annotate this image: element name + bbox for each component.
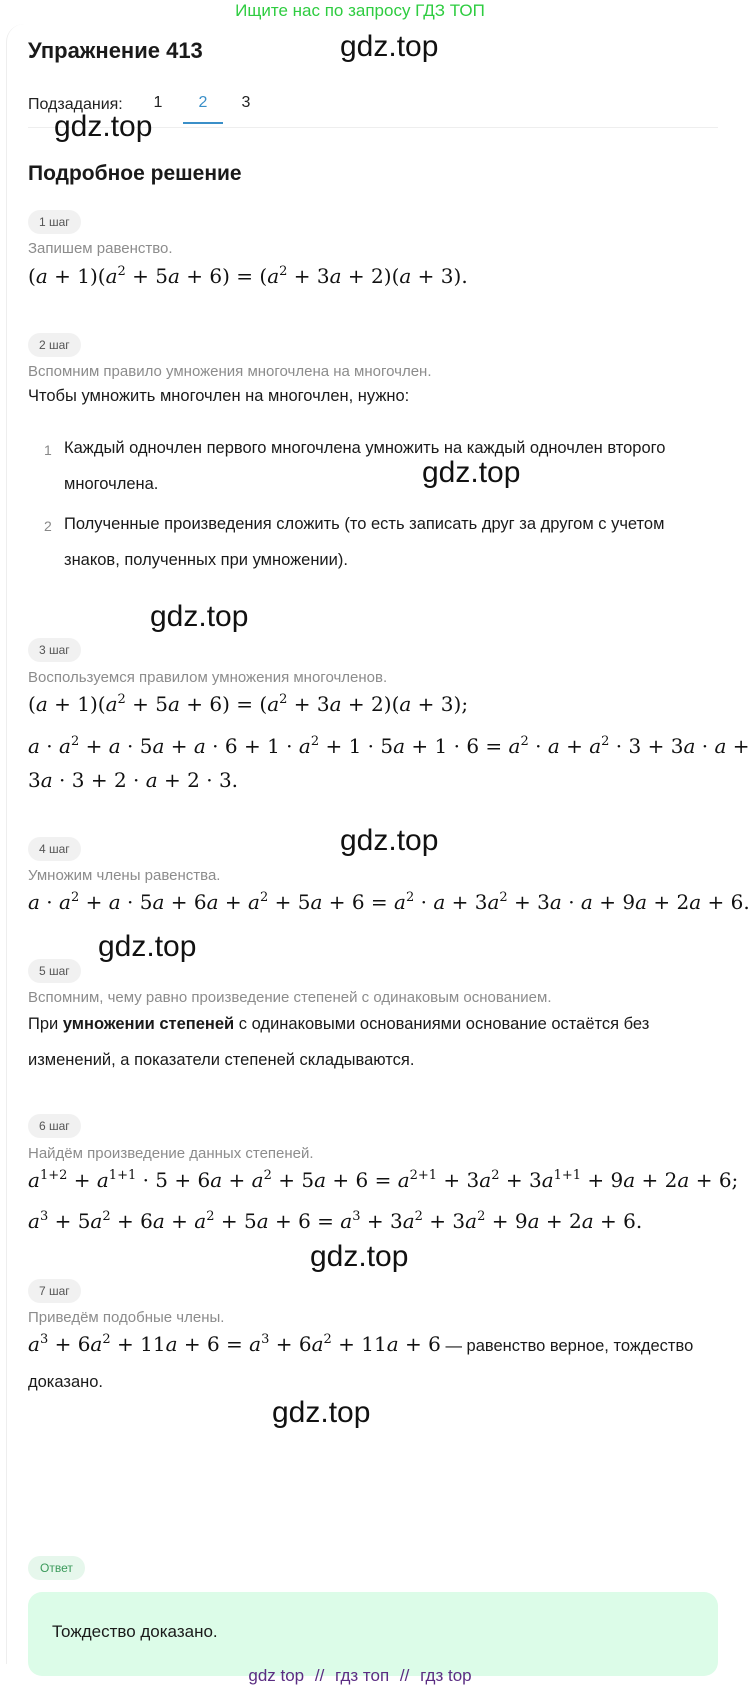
math-equation: $a^3 + 6a^2 + 11a + 6 = a^3 + 6a^2 + 11a + 6$ (28, 1332, 441, 1356)
list-text: Каждый одночлен первого многочлена умножить на каждый одночлен второго многочлена. (64, 439, 666, 493)
watermark: gdz.top (310, 1240, 409, 1273)
rule-text-bold: умножении степеней (62, 1015, 235, 1033)
subtask-tab-1[interactable]: 1 (153, 94, 163, 111)
rule-text-start: При (28, 1015, 63, 1033)
step-caption: Умножим члены равенства. (28, 867, 221, 884)
answer-text: Тождество доказано. (52, 1622, 218, 1641)
step-caption: Вспомним, чему равно произведение степеней с одинаковым основанием. (28, 989, 552, 1006)
step-badge: 2 шаг (28, 333, 81, 357)
page-title: Упражнение 413 (28, 38, 203, 63)
math-equation: $a^3 + 5a^2 + 6a + a^2 + 5a + 6 = a^3 + 3a^2 + 3a^2 + 9a + 2a + 6$. (28, 1209, 643, 1233)
step-badge: 7 шаг (28, 1279, 81, 1303)
watermark: gdz.top (272, 1396, 371, 1429)
watermark: gdz.top (340, 30, 439, 63)
step-caption: Запишем равенство. (28, 240, 173, 257)
step-caption: Найдём произведение данных степеней. (28, 1145, 314, 1162)
answer-badge: Ответ (28, 1556, 85, 1580)
rule-text: Чтобы умножить многочлен на многочлен, нужно: (28, 387, 410, 405)
list-item (44, 506, 694, 578)
watermark: gdz.top (54, 110, 153, 143)
footer-link-1[interactable]: gdz top (248, 1666, 305, 1685)
rule-text (28, 1006, 698, 1078)
watermark: gdz.top (340, 824, 439, 857)
conclusion-text (28, 1326, 698, 1400)
subtasks-label: Подзадания: (28, 96, 123, 113)
step-caption: Приведём подобные члены. (28, 1309, 225, 1326)
list-item (44, 430, 694, 502)
step-badge: 4 шаг (28, 837, 81, 861)
subtask-tab-3[interactable]: 3 (241, 94, 251, 111)
step-badge: 3 шаг (28, 638, 81, 662)
step-caption: Воспользуемся правилом умножения многочленов. (28, 669, 388, 686)
footer-link-2[interactable]: гдз топ (335, 1666, 390, 1685)
footer-link-3[interactable]: гдз top (420, 1666, 472, 1685)
search-banner: Ищите нас по запросу ГДЗ ТОП (235, 1, 485, 20)
math-equation: 3a · 3 + 2 · a + 2 · 3. (28, 768, 239, 792)
list-text: Полученные произведения сложить (то есть записать друг за другом с учетом знаков, полученных при умножении). (64, 515, 665, 569)
conclusion-suffix: — равенство верное, тождество доказано. (28, 1337, 694, 1391)
footer-separator: // (314, 1666, 325, 1685)
step-badge: 5 шаг (28, 959, 81, 983)
math-equation: $a \cdot a^2 + a \cdot 5a + 6a + a^2 + 5a + 6 = a^2 \cdot a + 3a^2 + 3a \cdot a + 9a + 2a + 6$. (28, 890, 750, 914)
list-number: 2 (44, 518, 52, 534)
watermark: gdz.top (98, 930, 197, 963)
section-heading: Подробное решение (28, 162, 242, 185)
list-number: 1 (44, 442, 52, 458)
watermark: gdz.top (150, 600, 249, 633)
footer-links (0, 1666, 720, 1686)
math-equation: $a \cdot a^2 + a \cdot 5a + a \cdot 6 + 1 \cdot a^2 + 1 \cdot 5a + 1 \cdot 6 = a^2 \cdot a + a^2 \cdot 3 + 3a \cdot a$ + (28, 734, 750, 758)
subtask-tab-2[interactable]: 2 (183, 94, 223, 124)
answer-box (28, 1592, 718, 1676)
math-equation: $a^{1+2} + a^{1+1} \cdot 5 + 6a + a^2 + 5a + 6 = a^{2+1} + 3a^2 + 3a^{1+1} + 9a + 2a + 6$; (28, 1168, 739, 1192)
math-equation: $(a + 1)(a^2 + 5a + 6) = (a^2 + 3a + 2)(a + 3)$; (28, 692, 469, 716)
step-badge: 1 шаг (28, 210, 81, 234)
math-equation: $(a + 1)(a^2 + 5a + 6) = (a^2 + 3a + 2)(a + 3)$. (28, 264, 468, 288)
rule-text-end: с одинаковыми основаниями основание остаётся без изменений, а показатели степеней складываются. (28, 1015, 650, 1069)
watermark: gdz.top (422, 456, 521, 489)
step-caption: Вспомним правило умножения многочлена на многочлен. (28, 363, 432, 380)
footer-separator: // (399, 1666, 410, 1685)
step-badge: 6 шаг (28, 1114, 81, 1138)
